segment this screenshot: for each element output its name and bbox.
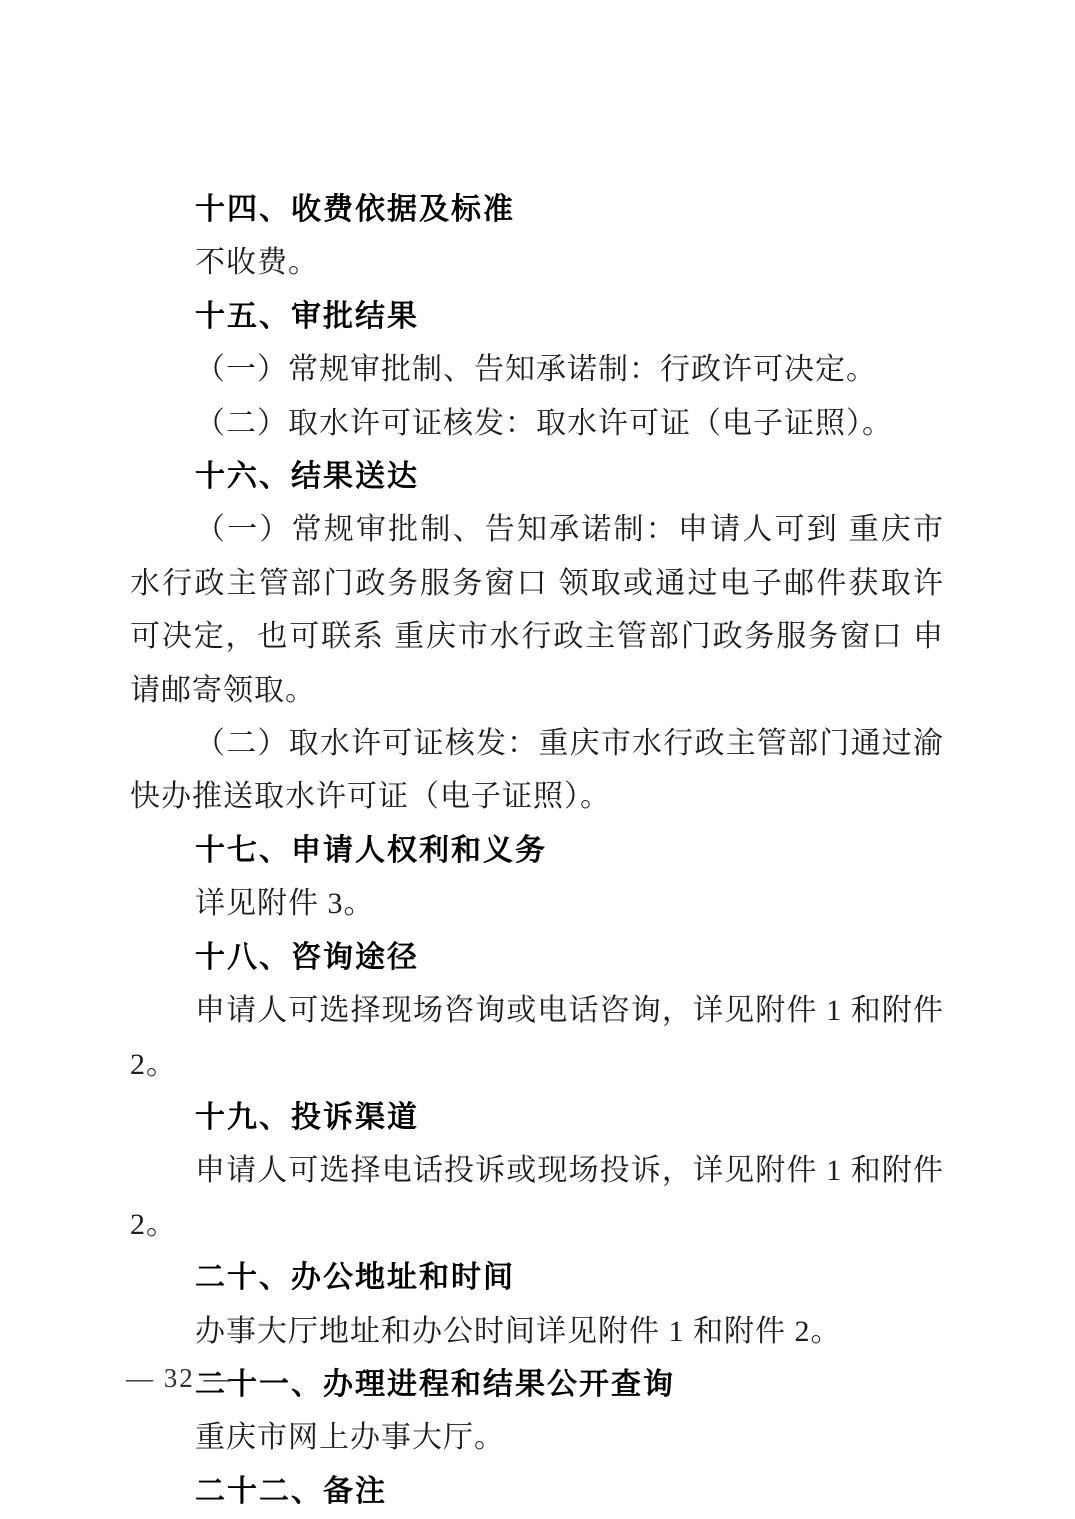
section-15-item-1: （一）常规审批制、告知承诺制：行政许可决定。 [195,353,877,387]
section-heading-15: 十五、审批结果 [195,299,419,333]
section-heading-19: 十九、投诉渠道 [195,1100,419,1134]
section-heading-18: 十八、咨询途径 [195,940,419,974]
section-16-item-1: （一）常规审批制、告知承诺制：申请人可到 重庆市水行政主管部门政务服务窗口 领取或通过电子邮件获取许可决定，也可联系 重庆市水行政主管部门政务服务窗口 申请邮寄领取。 [130,513,944,707]
document-body [130,183,944,1518]
section-heading-17: 十七、申请人权利和义务 [195,833,547,867]
section-17-paragraph: 详见附件 3。 [195,887,375,921]
section-heading-20: 二十、办公地址和时间 [195,1261,515,1295]
section-heading-16: 十六、结果送达 [195,460,419,494]
section-heading-21: 二十一、办理进程和结果公开查询 [195,1367,675,1401]
section-heading-14: 十四、收费依据及标准 [195,193,515,226]
section-18-paragraph: 申请人可选择现场咨询或电话咨询，详见附件 1 和附件 2。 [130,994,944,1081]
section-20-paragraph: 办事大厅地址和办公时间详见附件 1 和附件 2。 [195,1314,842,1348]
section-15-item-2: （二）取水许可证核发：取水许可证（电子证照）。 [195,406,893,440]
section-19-paragraph: 申请人可选择电话投诉或现场投诉，详见附件 1 和附件 2。 [130,1154,944,1241]
page-number: — 32 — [126,1363,233,1393]
section-16-item-2: （二）取水许可证核发：重庆市水行政主管部门通过渝快办推送取水许可证（电子证照）。 [130,727,944,814]
section-21-paragraph: 重庆市网上办事大厅。 [195,1421,505,1455]
section-14-paragraph: 不收费。 [195,246,319,280]
section-heading-22: 二十二、备注 [195,1474,387,1508]
